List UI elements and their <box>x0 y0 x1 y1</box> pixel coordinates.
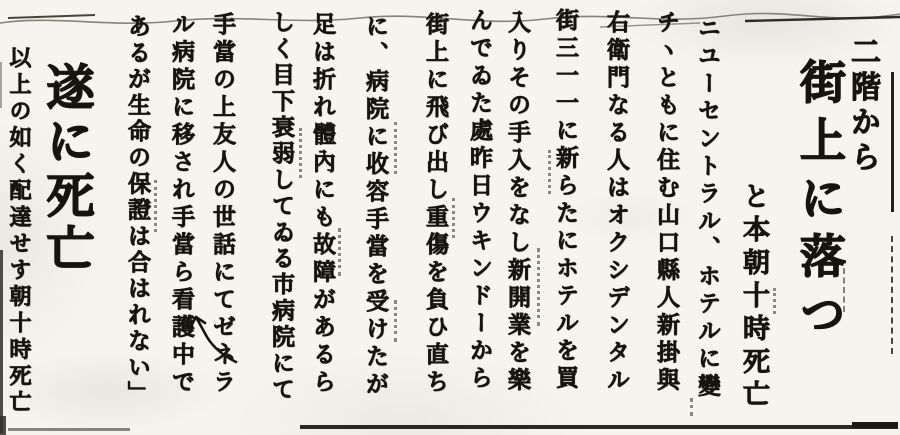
kicker: 二階から <box>845 36 880 176</box>
body-column: 入りその手入をなし新開業を樂 <box>504 10 531 395</box>
body-column: しく目下衰弱してゐる市病院にて <box>268 10 295 403</box>
column-rule-dashed <box>891 236 893 354</box>
furigana-mark <box>548 150 551 194</box>
furigana-mark <box>690 398 693 416</box>
furigana-mark <box>537 248 540 326</box>
scan-edge-left <box>0 62 2 108</box>
body-column: ル病院に移され手當ら看護中で <box>168 12 195 397</box>
mid-headline: 遂に死亡 <box>38 62 94 278</box>
furigana-mark <box>394 122 397 174</box>
scan-edge-left <box>0 250 3 433</box>
body-column: 街三一一に新らたにホテルを買 <box>552 8 579 393</box>
furigana-mark <box>154 180 157 232</box>
bottom-border <box>852 422 898 428</box>
furigana-mark <box>338 228 341 276</box>
body-column: あるが生命の保證は合はれない」 <box>124 14 151 407</box>
body-column: 街上に飛び出し重傷を負ひ直ち <box>422 12 449 397</box>
column-rule <box>891 72 894 212</box>
sub-headline: と本朝十時死亡 <box>738 182 769 413</box>
bottom-border <box>8 428 130 431</box>
bottom-border <box>300 425 898 429</box>
body-column: んでゐた處昨日ウキンドーから <box>466 8 493 393</box>
column-rule-stub <box>843 268 845 312</box>
body-column: ニユーセントラル、ホテルに變 <box>694 16 721 401</box>
furigana-mark <box>299 128 302 178</box>
body-column: チヽともに住む山口縣人新掛與 <box>653 10 680 395</box>
body-column: 手當の上友人の世話にてゼネラ <box>209 12 236 397</box>
furigana-mark <box>773 288 776 314</box>
body-column: 足は折れ體內にも故障があるら <box>309 12 336 397</box>
main-headline: 街上に落つ <box>793 58 847 348</box>
furigana-mark <box>452 198 455 238</box>
closing-column: 以上の如く配達せす朝十時死亡 <box>6 46 32 417</box>
body-column: に、病院に收容手當を受けたが <box>362 14 389 399</box>
furigana-mark <box>394 300 397 342</box>
body-column: 右衛門なる人はオクシデンタル <box>603 10 630 395</box>
